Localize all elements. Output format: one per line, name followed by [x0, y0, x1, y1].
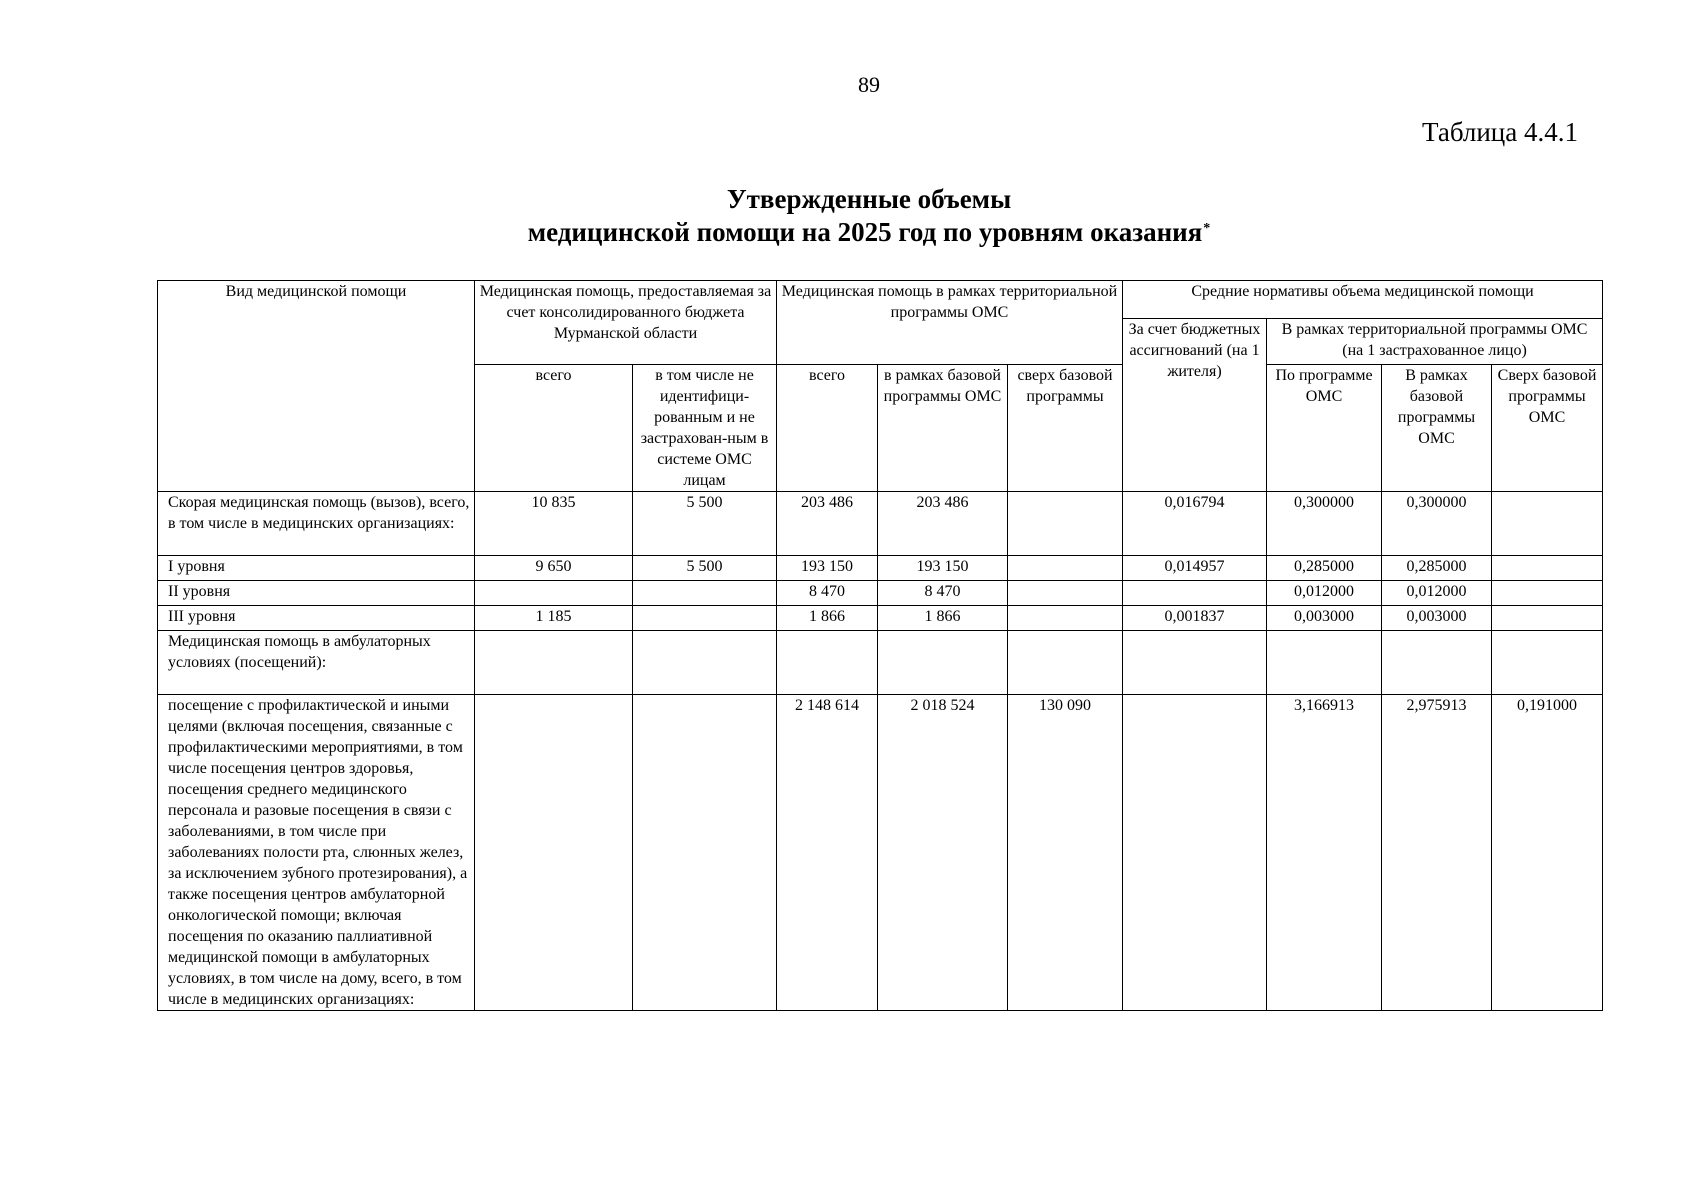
cell-norm-budget: [1123, 581, 1267, 606]
cell-budget-unidentified: 5 500: [633, 556, 777, 581]
header-norms-group: Средние нормативы объема медицинской помощи: [1123, 281, 1603, 319]
cell-norm-oms-base: 0,285000: [1382, 556, 1492, 581]
header-oms-base: в рамках базовой программы ОМС: [878, 365, 1008, 492]
cell-norm-oms-above: [1492, 606, 1603, 631]
cell-norm-budget: 0,016794: [1123, 492, 1267, 556]
table-label: Таблица 4.4.1: [1422, 117, 1578, 147]
cell-budget-unidentified: 5 500: [633, 492, 777, 556]
volumes-table: [157, 280, 1603, 1011]
cell-oms-base: [878, 631, 1008, 695]
cell-norm-oms-program: 0,012000: [1267, 581, 1382, 606]
header-budget-unidentified: в том числе не идентифици-рованным и не застрахован-ным в системе ОМС лицам: [633, 365, 777, 492]
cell-norm-budget: [1123, 631, 1267, 695]
row-label: посещение с профилактической и иными целями (включая посещения, связанные с профилактическими мероприятиями, в том числе посещения центров здоровья, посещения среднего медицинского персонала и разовые посещения в связи с заболеваниями, в том числе при заболеваниях полости рта, слюнных желез, за исключением зубного протезирования), а также посещения центров амбулаторной онкологической помощи; включая посещения по оказанию паллиативной медицинской помощи в амбулаторных условиях, в том числе на дому, всего, в том числе в медицинских организациях:: [158, 695, 475, 1011]
cell-norm-budget: [1123, 695, 1267, 1011]
cell-oms-base: 203 486: [878, 492, 1008, 556]
cell-oms-base: 2 018 524: [878, 695, 1008, 1011]
header-norms-oms-group: В рамках территориальной программы ОМС (на 1 застрахованное лицо): [1267, 319, 1603, 365]
cell-oms-total: 2 148 614: [777, 695, 878, 1011]
row-label: II уровня: [158, 581, 475, 606]
page-number: 89: [858, 72, 880, 97]
cell-budget-total: 1 185: [475, 606, 633, 631]
cell-oms-base: 193 150: [878, 556, 1008, 581]
cell-norm-oms-above: 0,191000: [1492, 695, 1603, 1011]
header-vid: Вид медицинской помощи: [158, 281, 475, 492]
cell-norm-oms-above: [1492, 492, 1603, 556]
header-norm-oms-base: В рамках базовой программы ОМС: [1382, 365, 1492, 492]
cell-norm-oms-base: 0,003000: [1382, 606, 1492, 631]
cell-budget-total: [475, 695, 633, 1011]
cell-norm-oms-base: 0,300000: [1382, 492, 1492, 556]
table-row: [158, 695, 1603, 1011]
table-header: [158, 281, 1603, 492]
cell-norm-oms-program: 0,285000: [1267, 556, 1382, 581]
cell-norm-oms-program: 0,300000: [1267, 492, 1382, 556]
table-body: [158, 492, 1603, 1011]
table-row: [158, 606, 1603, 631]
cell-oms-base: 8 470: [878, 581, 1008, 606]
header-norms-budget: За счет бюджетных ассигнований (на 1 жителя): [1123, 319, 1267, 492]
header-budget-total: всего: [475, 365, 633, 492]
cell-oms-above: [1008, 556, 1123, 581]
cell-budget-total: [475, 581, 633, 606]
header-oms-total: всего: [777, 365, 878, 492]
title-line-2: [0, 216, 1697, 249]
cell-norm-oms-program: 3,166913: [1267, 695, 1382, 1011]
cell-budget-unidentified: [633, 631, 777, 695]
cell-oms-above: [1008, 631, 1123, 695]
row-label: Скорая медицинская помощь (вызов), всего, в том числе в медицинских организациях:: [158, 492, 475, 556]
title-line-1: Утвержденные объемы: [726, 184, 1012, 214]
cell-norm-oms-program: [1267, 631, 1382, 695]
cell-oms-above: [1008, 492, 1123, 556]
table-row: [158, 556, 1603, 581]
table-row: [158, 492, 1603, 556]
cell-norm-budget: 0,001837: [1123, 606, 1267, 631]
cell-norm-budget: 0,014957: [1123, 556, 1267, 581]
header-norm-oms-above: Сверх базовой программы ОМС: [1492, 365, 1603, 492]
header-oms-above: сверх базовой программы: [1008, 365, 1123, 492]
cell-norm-oms-base: 2,975913: [1382, 695, 1492, 1011]
cell-oms-above: [1008, 606, 1123, 631]
footnote-mark: *: [1203, 221, 1211, 236]
header-oms-group: Медицинская помощь в рамках территориальной программы ОМС: [777, 281, 1123, 365]
cell-norm-oms-base: [1382, 631, 1492, 695]
cell-norm-oms-above: [1492, 581, 1603, 606]
cell-budget-unidentified: [633, 606, 777, 631]
row-label: Медицинская помощь в амбулаторных условиях (посещений):: [158, 631, 475, 695]
cell-oms-total: 193 150: [777, 556, 878, 581]
table-row: [158, 581, 1603, 606]
cell-norm-oms-base: 0,012000: [1382, 581, 1492, 606]
table-row: [158, 631, 1603, 695]
row-label: I уровня: [158, 556, 475, 581]
cell-budget-unidentified: [633, 581, 777, 606]
header-budget-group: Медицинская помощь, предоставляемая за счет консолидированного бюджета Мурманской области: [475, 281, 777, 365]
header-row-1: [158, 281, 1603, 319]
cell-budget-total: 9 650: [475, 556, 633, 581]
row-label: III уровня: [158, 606, 475, 631]
cell-budget-total: [475, 631, 633, 695]
cell-norm-oms-above: [1492, 631, 1603, 695]
title-line-2-text: медицинской помощи на 2025 год по уровням оказания: [527, 217, 1203, 247]
cell-oms-total: 203 486: [777, 492, 878, 556]
cell-oms-above: 130 090: [1008, 695, 1123, 1011]
cell-oms-base: 1 866: [878, 606, 1008, 631]
cell-budget-unidentified: [633, 695, 777, 1011]
document-title: [0, 183, 1697, 249]
cell-norm-oms-program: 0,003000: [1267, 606, 1382, 631]
cell-oms-total: 1 866: [777, 606, 878, 631]
header-norm-oms-program: По программе ОМС: [1267, 365, 1382, 492]
cell-oms-total: 8 470: [777, 581, 878, 606]
cell-oms-total: [777, 631, 878, 695]
cell-oms-above: [1008, 581, 1123, 606]
cell-norm-oms-above: [1492, 556, 1603, 581]
cell-budget-total: 10 835: [475, 492, 633, 556]
